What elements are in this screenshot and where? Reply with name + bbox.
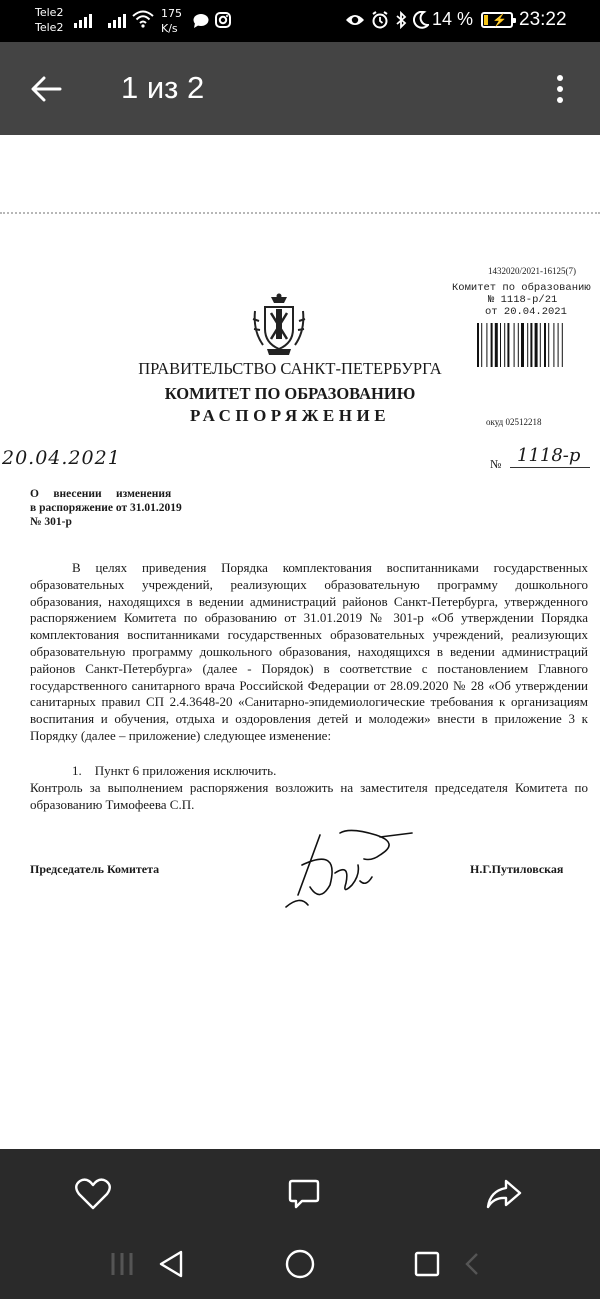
nav-home-button[interactable] <box>270 1239 330 1289</box>
registration-stamp <box>452 282 591 318</box>
nav-chevron-hint <box>442 1239 502 1289</box>
signature <box>280 825 420 915</box>
comment-button[interactable] <box>282 1172 326 1216</box>
bottom-fade <box>0 905 600 1149</box>
barcode-bar <box>521 323 524 367</box>
alarm-icon <box>371 11 389 29</box>
subject-line-1: О внесении изменения <box>30 488 172 500</box>
committee-heading: КОМИТЕТ ПО ОБРАЗОВАНИЮ <box>164 384 416 403</box>
carrier-2: Tele2 <box>35 21 64 34</box>
moon-icon <box>413 11 429 29</box>
back-button[interactable] <box>22 67 70 111</box>
barcode-bar <box>553 323 554 367</box>
signal-1-icon <box>74 12 92 28</box>
more-vertical-icon <box>557 75 563 81</box>
order-title: РАСПОРЯЖЕНИЕ <box>189 406 391 425</box>
menu-lines-icon <box>107 1251 137 1277</box>
subject-line-2: в распоряжение от 31.01.2019 <box>30 502 182 514</box>
network-speed <box>161 6 182 36</box>
bluetooth-icon <box>395 11 407 29</box>
barcode-bar <box>530 323 532 367</box>
barcode-bar <box>535 323 538 367</box>
stamp-line-3: от 20.04.2021 <box>485 306 567 318</box>
handwritten-number: 1118-р <box>517 445 581 466</box>
more-options-button[interactable] <box>540 67 580 111</box>
status-bar <box>0 0 600 42</box>
status-icons-right <box>345 11 429 29</box>
okud-code: окуд 02512218 <box>486 417 542 427</box>
subject-line-3: № 301-р <box>30 516 72 528</box>
like-button[interactable] <box>71 1172 115 1216</box>
number-underline <box>510 467 590 468</box>
comment-icon <box>288 1179 320 1209</box>
battery-percent: 14 % <box>432 9 474 29</box>
signal-2-icon <box>108 12 126 28</box>
clock: 23:22 <box>519 9 567 30</box>
document-viewer[interactable] <box>0 135 600 1149</box>
order-body <box>30 560 588 745</box>
government-heading: ПРАВИТЕЛЬСТВО САНКТ-ПЕТЕРБУРГА <box>138 359 442 378</box>
page-counter: 1 из 2 <box>121 70 205 105</box>
control-paragraph: Контроль за выполнением распоряжения возложить на заместителя председателя Комитета по образованию Тимофеева С.П. <box>30 780 588 812</box>
charging-bolt-icon: ⚡ <box>492 13 507 27</box>
scan-edge <box>0 212 600 222</box>
barcode-bar <box>558 323 559 367</box>
speed-unit: K/s <box>161 22 178 35</box>
handwritten-date: 20.04.2021 <box>2 447 121 469</box>
app-bar <box>0 42 600 135</box>
eye-icon <box>345 12 365 28</box>
stamp-line-1: Комитет по образованию <box>452 282 591 294</box>
barcode-bar <box>548 323 549 367</box>
chevron-left-icon <box>462 1251 482 1277</box>
chair-name: Н.Г.Путиловская <box>470 862 564 876</box>
message-icon <box>193 13 209 28</box>
carrier-1: Tele2 <box>35 6 64 19</box>
barcode-bar <box>527 323 528 367</box>
speed-value: 175 <box>161 7 182 20</box>
wifi-icon <box>132 10 154 28</box>
share-button[interactable] <box>482 1172 526 1216</box>
instagram-icon <box>215 12 231 28</box>
share-icon <box>486 1179 522 1209</box>
triangle-back-icon <box>157 1249 185 1279</box>
heart-icon <box>75 1178 111 1210</box>
order-clause: 1. Пункт 6 приложения исключить. <box>72 763 277 778</box>
bottom-bar <box>0 1149 600 1299</box>
circle-home-icon <box>284 1248 316 1280</box>
battery-fill <box>484 15 488 25</box>
order-subject <box>30 487 210 529</box>
registration-code: 1432020/2021-16125(7) <box>488 266 576 276</box>
coat-of-arms-icon <box>251 293 307 357</box>
battery-icon <box>481 12 513 28</box>
barcode-bar <box>540 323 541 367</box>
carrier-labels <box>35 5 63 35</box>
body-paragraph: В целях приведения Порядка комплектования воспитанниками государственных образовательных учреждений, реализующих образовательную программу дошкольного образования, находящихся в ведении администраций районов Санкт-Петербурга, утвержденного распоряжением Комитета по образованию от 31.01.2019 № 301-р «Об утверждении Порядка комплектования воспитанниками государственных образовательных учреждений, реализующих образовательную программу дошкольного образования, находящихся в ведении администраций районов Санкт-Петербурга» (далее - Порядок) в соответствие с постановлением Главного государственного санитарного врача Российской Федерации от 28.09.2020 № 28 «Об утверждении санитарных правил СП 2.4.3648-20 «Санитарно-эпидемиологические требования к организациям воспитания и обучения, отдыха и оздоровления детей и молодежи» внести в приложение 3 к Порядку (далее – приложение) следующее изменение: <box>30 560 588 743</box>
arrow-left-icon <box>30 76 62 102</box>
barcode-bar <box>562 323 563 367</box>
stamp-line-2: № 1118-р/21 <box>488 294 558 306</box>
nav-back-button[interactable] <box>141 1239 201 1289</box>
square-recents-icon <box>413 1250 441 1278</box>
chair-label: Председатель Комитета <box>30 862 160 876</box>
number-label: № <box>490 457 502 471</box>
barcode-bar <box>544 323 546 367</box>
